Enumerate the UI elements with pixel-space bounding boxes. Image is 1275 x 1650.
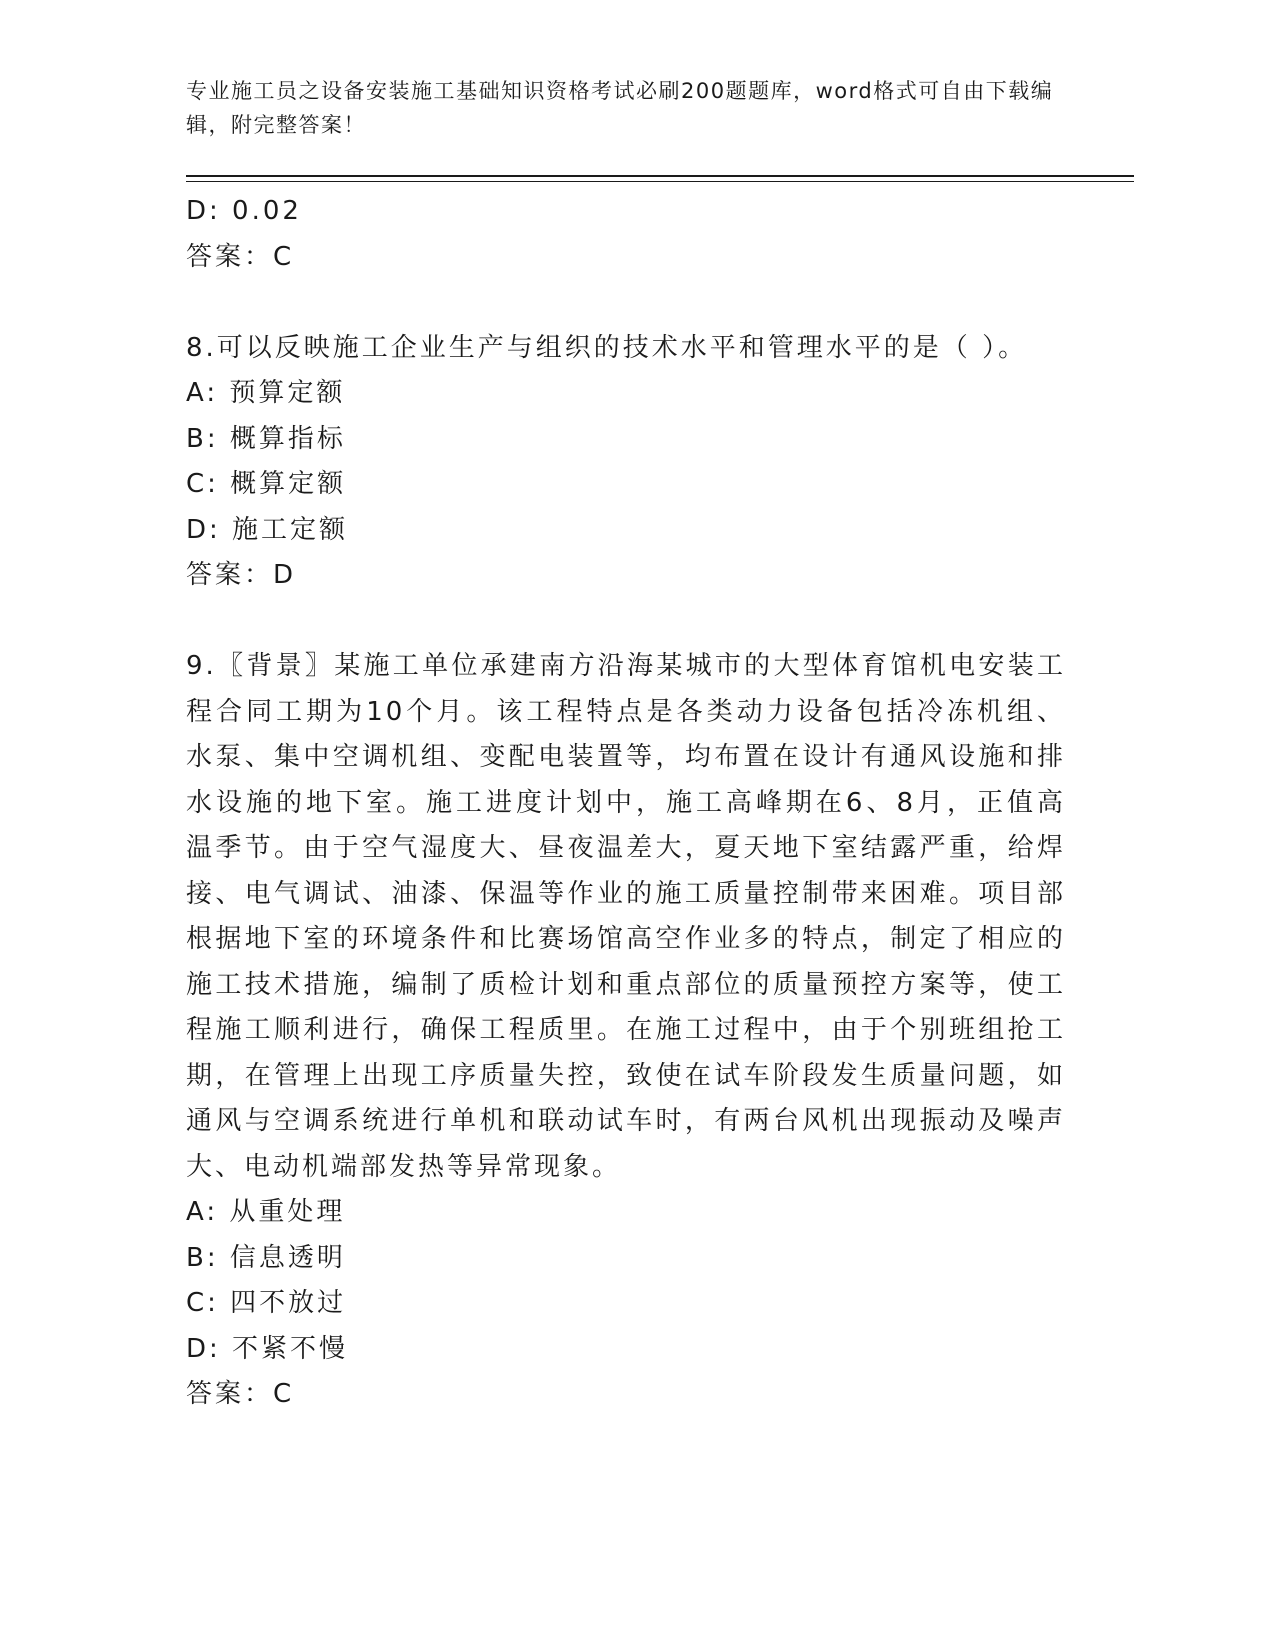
question-8 <box>186 326 1066 599</box>
option-a: A: 预算定额 <box>186 378 346 408</box>
answer-line: 答案：C <box>186 1379 295 1409</box>
answer-line: 答案：C <box>186 241 295 272</box>
spacer <box>186 280 1066 326</box>
option-d: D: 不紧不慢 <box>186 1333 349 1364</box>
option-d: D: 0.02 <box>186 196 302 226</box>
option-c: C: 概算定额 <box>186 469 347 499</box>
option-d: D: 施工定额 <box>186 514 349 545</box>
document-body <box>186 189 1066 1418</box>
question-stem: 8.可以反映施工企业生产与组织的技术水平和管理水平的是（ ）。 <box>186 332 1028 363</box>
option-c: C: 四不放过 <box>186 1288 347 1318</box>
header-divider-thin <box>186 181 1134 182</box>
option-b: B: 概算指标 <box>186 423 346 454</box>
question-stem: 9.〖背景〗某施工单位承建南方沿海某城市的大型体育馆机电安装工程合同工期为10个月。该工程特点是各类动力设备包括冷冻机组、水泵、集中空调机组、变配电装置等，均布置在设计有通风设施和排水设施的地下室。施工进度计划中，施工高峰期在6、8月，正值高温季节。由于空气湿度大、昼夜温差大，夏天地下室结露严重，给焊接、电气调试、油漆、保温等作业的施工质量控制带来困难。项目部根据地下室的环境条件和比赛场馆高空作业多的特点，制定了相应的施工技术措施，编制了质检计划和重点部位的质量预控方案等，使工程施工顺利进行，确保工程质里。在施工过程中，由于个别班组抢工期，在管理上出现工序质量失控，致使在试车阶段发生质量问题，如通风与空调系统进行单机和联动试车时，有两台风机出现振动及噪声大、电动机端部发热等异常现象。 <box>186 651 1066 1182</box>
option-b: B: 信息透明 <box>186 1242 346 1273</box>
question-9 <box>186 644 1066 1418</box>
spacer <box>186 599 1066 645</box>
document-header: 专业施工员之设备安装施工基础知识资格考试必刷200题题库，word格式可自由下载编辑，附完整答案！ <box>186 79 1054 137</box>
option-a: A: 从重处理 <box>186 1197 346 1227</box>
answer-line: 答案：D <box>186 560 297 590</box>
header-divider-thick <box>186 175 1134 177</box>
